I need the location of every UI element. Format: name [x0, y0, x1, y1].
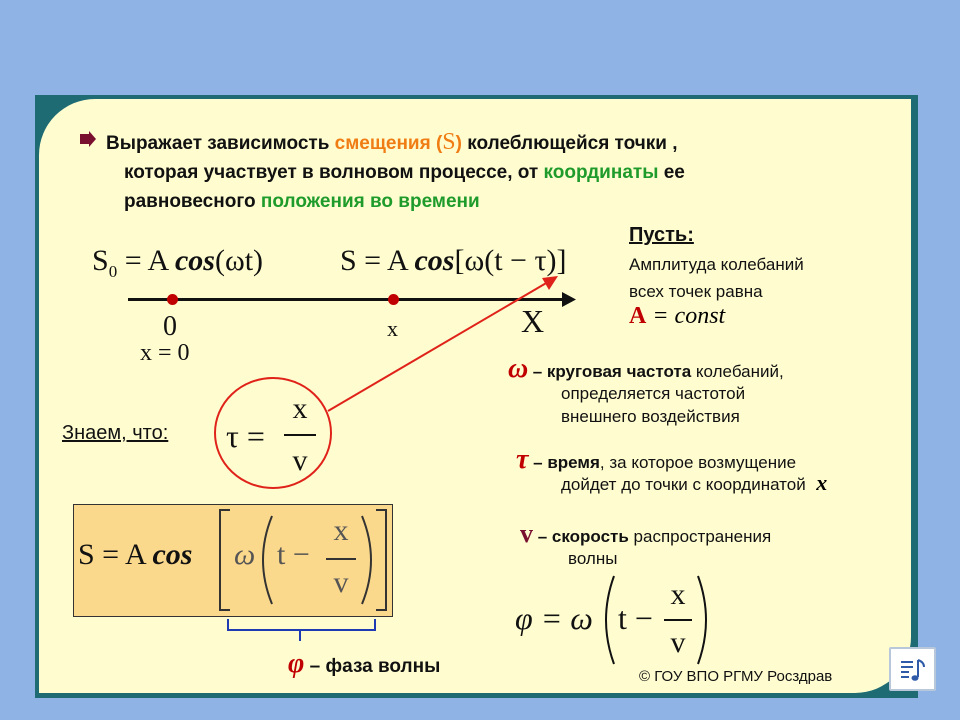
- tau-formula-numerator: x: [292, 392, 308, 425]
- given-line-1: Амплитуда колебаний: [629, 255, 804, 274]
- intro-text-2: колеблющейся точки ,: [461, 133, 678, 154]
- box-formula-lhs: [78, 538, 192, 572]
- box-formula-cos: cos: [152, 538, 193, 571]
- intro-text-4: ее: [658, 162, 685, 183]
- v-term: – скорость: [533, 527, 629, 546]
- omega-term: – круговая частота: [532, 362, 692, 381]
- formula-s0-arg: (ωt): [214, 244, 264, 277]
- phase-symbol: φ: [288, 648, 305, 679]
- tau-desc-1: , за которое возмущение: [599, 453, 797, 472]
- intro-symbol-s: S: [442, 129, 456, 155]
- given-a-const: = const: [646, 303, 726, 329]
- box-formula-numerator: x: [333, 514, 349, 547]
- phase-formula-parens: [600, 572, 712, 668]
- tau-symbol: τ: [516, 444, 529, 475]
- v-desc-2: волны: [568, 549, 618, 568]
- origin-label: 0: [163, 311, 177, 342]
- phase-text: – фаза волны: [304, 656, 441, 677]
- tau-desc-2-row: [561, 470, 827, 498]
- playlist-music-icon: [891, 649, 934, 689]
- intro-text-1: Выражает зависимость: [106, 133, 335, 154]
- axis-name-label: X: [521, 303, 545, 339]
- phase-brace: [228, 619, 375, 641]
- box-formula-denominator: v: [333, 566, 349, 599]
- tau-desc-x: x: [816, 470, 828, 495]
- intro-highlight-time: положения во времени: [260, 191, 480, 212]
- copyright-text: © ГОУ ВПО РГМУ Росздрав: [639, 668, 833, 685]
- box-formula-t: t −: [277, 538, 310, 571]
- v-definition: [520, 519, 771, 550]
- x0-label: x = 0: [140, 340, 190, 366]
- tau-formula-lhs: τ =: [226, 418, 265, 454]
- tau-fraction-bar: [284, 434, 316, 436]
- intro-paren-close: ): [455, 133, 462, 154]
- phase-formula-denominator: v: [670, 626, 686, 659]
- formula-s0-eq: = A: [117, 244, 175, 277]
- intro-text-5: равновесного: [124, 191, 261, 212]
- box-formula-s: S = A: [78, 538, 153, 571]
- formula-s0-lhs: S: [92, 244, 109, 277]
- point-x-label: x: [387, 316, 398, 341]
- given-line-2: всех точек равна: [629, 282, 763, 301]
- omega-symbol: ω: [508, 353, 529, 384]
- phase-formula-numerator: x: [670, 578, 686, 611]
- v-symbol: v: [520, 519, 533, 548]
- intro-highlight-coordinate: координаты: [543, 162, 659, 183]
- tau-term: – время: [528, 453, 600, 472]
- playlist-button[interactable]: [889, 647, 936, 691]
- v-desc-1: распространения: [628, 527, 772, 546]
- connector-arrow-line: [328, 282, 548, 411]
- given-title: Пусть:: [629, 224, 694, 246]
- formula-s0-cos: cos: [174, 244, 215, 277]
- formula-s-cos: cos: [414, 244, 455, 277]
- phase-label: [288, 648, 440, 680]
- phase-formula-lhs: φ = ω: [515, 600, 593, 636]
- omega-desc-3: внешнего воздействия: [561, 407, 740, 426]
- given-a-symbol: A: [629, 303, 647, 329]
- know-label: Знаем, что:: [62, 422, 169, 444]
- tau-formula-denominator: v: [292, 444, 308, 477]
- formula-s-lhs: S = A: [340, 244, 415, 277]
- formula-s0-sub: 0: [108, 262, 118, 281]
- omega-desc-2: определяется частотой: [561, 384, 746, 403]
- tau-desc-2: дойдет до точки с координатой: [561, 475, 806, 494]
- intro-displacement-label: смещения (: [334, 133, 443, 154]
- box-formula-omega: ω: [234, 538, 256, 571]
- intro-text-3: которая участвует в волновом процессе, от: [124, 162, 544, 183]
- omega-desc-1: колебаний,: [691, 362, 784, 381]
- phase-formula-t: t −: [618, 600, 653, 636]
- formula-s-arg: [ω(t − τ)]: [454, 244, 567, 277]
